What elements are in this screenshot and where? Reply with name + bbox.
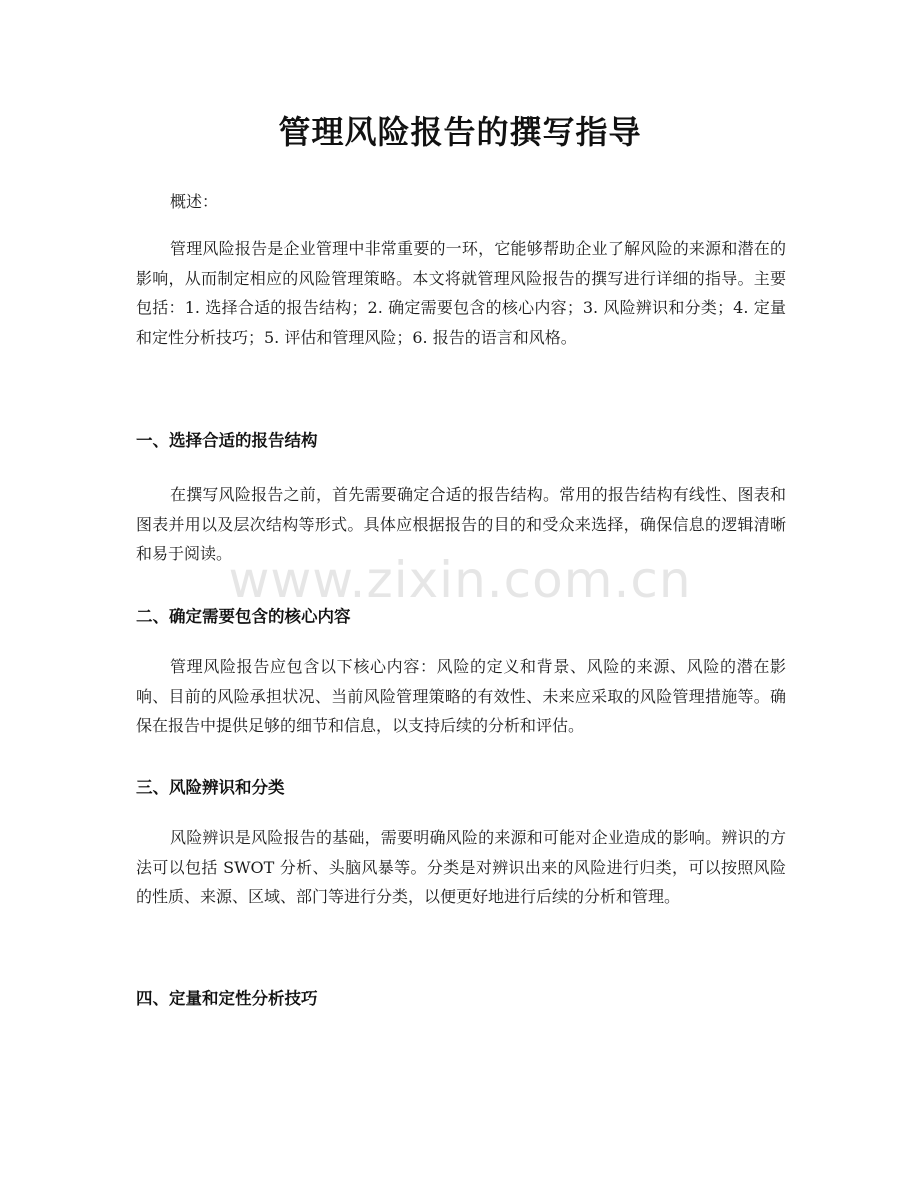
section-heading-2: 二、确定需要包含的核心内容: [136, 607, 351, 626]
document-title: 管理风险报告的撰写指导: [278, 113, 642, 151]
section-body-3: 风险辨识是风险报告的基础，需要明确风险的来源和可能对企业造成的影响。辨识的方法可以包括 SWOT 分析、头脑风暴等。分类是对辨识出来的风险进行归类，可以按照风险的性质、来源、区域、部门等进行分类，以便更好地进行后续的分析和管理。: [136, 828, 786, 907]
overview-label: 概述：: [170, 192, 219, 211]
section-body-1: 在撰写风险报告之前，首先需要确定合适的报告结构。常用的报告结构有线性、图表和图表并用以及层次结构等形式。具体应根据报告的目的和受众来选择，确保信息的逻辑清晰和易于阅读。: [136, 485, 786, 564]
watermark: www.zixin.com.cn: [228, 551, 692, 609]
intro-paragraph: 管理风险报告是企业管理中非常重要的一环，它能够帮助企业了解风险的来源和潜在的影响，从而制定相应的风险管理策略。本文将就管理风险报告的撰写进行详细的指导。主要包括：1. 选择合适的报告结构；2. 确定需要包含的核心内容；3. 风险辨识和分类；4. 定量和定性分析技巧；5. 评估和管理风险；6. 报告的语言和风格。: [136, 239, 786, 347]
section-body-2: 管理风险报告应包含以下核心内容：风险的定义和背景、风险的来源、风险的潜在影响、目前的风险承担状况、当前风险管理策略的有效性、未来应采取的风险管理措施等。确保在报告中提供足够的细节和信息，以支持后续的分析和评估。: [136, 657, 786, 736]
section-heading-3: 三、风险辨识和分类: [136, 778, 285, 797]
section-heading-1: 一、选择合适的报告结构: [136, 431, 318, 450]
section-heading-4: 四、定量和定性分析技巧: [136, 989, 318, 1008]
